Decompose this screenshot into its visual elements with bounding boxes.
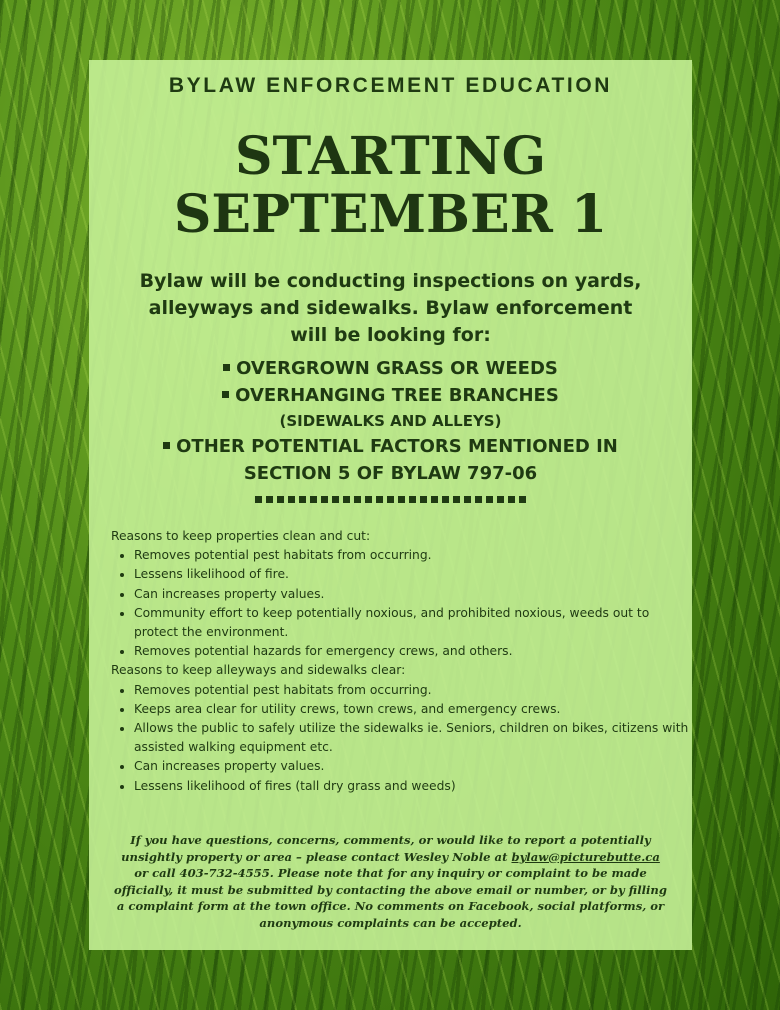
list-item: • Removes potential pest habitats from occurring. (134, 546, 692, 565)
list-item: • Community effort to keep potentially noxious, and prohibited noxious, weeds out to protect the environment. (134, 604, 692, 642)
headline-line-1: STARTING (234, 126, 546, 187)
list-item: • Allows the public to safely utilize the sidewalks ie. Seniors, children on bikes, citizens with assisted walking equipment etc. (134, 719, 692, 757)
contact-text: If you have questions, concerns, comments, or would like to report a potentially unsightly property or area – please contact Wesley Noble at (121, 833, 651, 864)
email-link[interactable]: bylaw@picturebutte.ca (511, 849, 660, 864)
look-for-item: OTHER POTENTIAL FACTORS MENTIONED IN (89, 433, 692, 460)
look-for-item-continued: SECTION 5 OF BYLAW 797-06 (243, 463, 538, 484)
headline-line-2: SEPTEMBER 1 (173, 184, 608, 245)
alleys-heading: Reasons to keep alleyways and sidewalks clear: (111, 663, 406, 678)
list-item: • Removes potential pest habitats from occurring. (134, 681, 692, 700)
list-item: • Removes potential hazards for emergency crews, and others. (134, 642, 692, 661)
reasons-section (111, 527, 692, 796)
list-item: • Lessens likelihood of fire. (134, 565, 692, 584)
list-item: • Keeps area clear for utility crews, town crews, and emergency crews. (134, 700, 692, 719)
properties-heading: Reasons to keep properties clean and cut: (111, 529, 371, 543)
look-for-list (89, 355, 692, 487)
properties-list (111, 546, 692, 661)
header-label: BYLAW ENFORCEMENT EDUCATION (168, 74, 613, 97)
intro-text: Bylaw will be conducting inspections on yards, alleyways and sidewalks. Bylaw enforcement will be looking for: (139, 270, 642, 346)
contact-text-continued: or call 403-732-4555. Please note that for any inquiry or complaint to be made officially, it must be submitted by contacting the above email or number, or by filling a complaint form at the town office. No comments on Facebook, social platforms, or anonymous complaints can be accepted. (114, 866, 667, 930)
contact-note (113, 832, 668, 932)
square-bullet-icon (163, 442, 170, 449)
list-item: • Lessens likelihood of fires (tall dry grass and weeds) (134, 777, 692, 796)
list-item: • Can increases property values. (134, 585, 692, 604)
alleys-list (111, 681, 692, 796)
look-for-item: OVERHANGING TREE BRANCHES (89, 382, 692, 409)
headline (89, 128, 692, 244)
square-bullet-icon (223, 364, 230, 371)
flyer-panel (89, 60, 692, 950)
look-for-subnote: (SIDEWALKS AND ALLEYS) (279, 412, 502, 430)
dotted-divider (89, 493, 692, 505)
square-bullet-icon (222, 391, 229, 398)
list-item: • Can increases property values. (134, 757, 692, 776)
look-for-item: OVERGROWN GRASS OR WEEDS (89, 355, 692, 382)
